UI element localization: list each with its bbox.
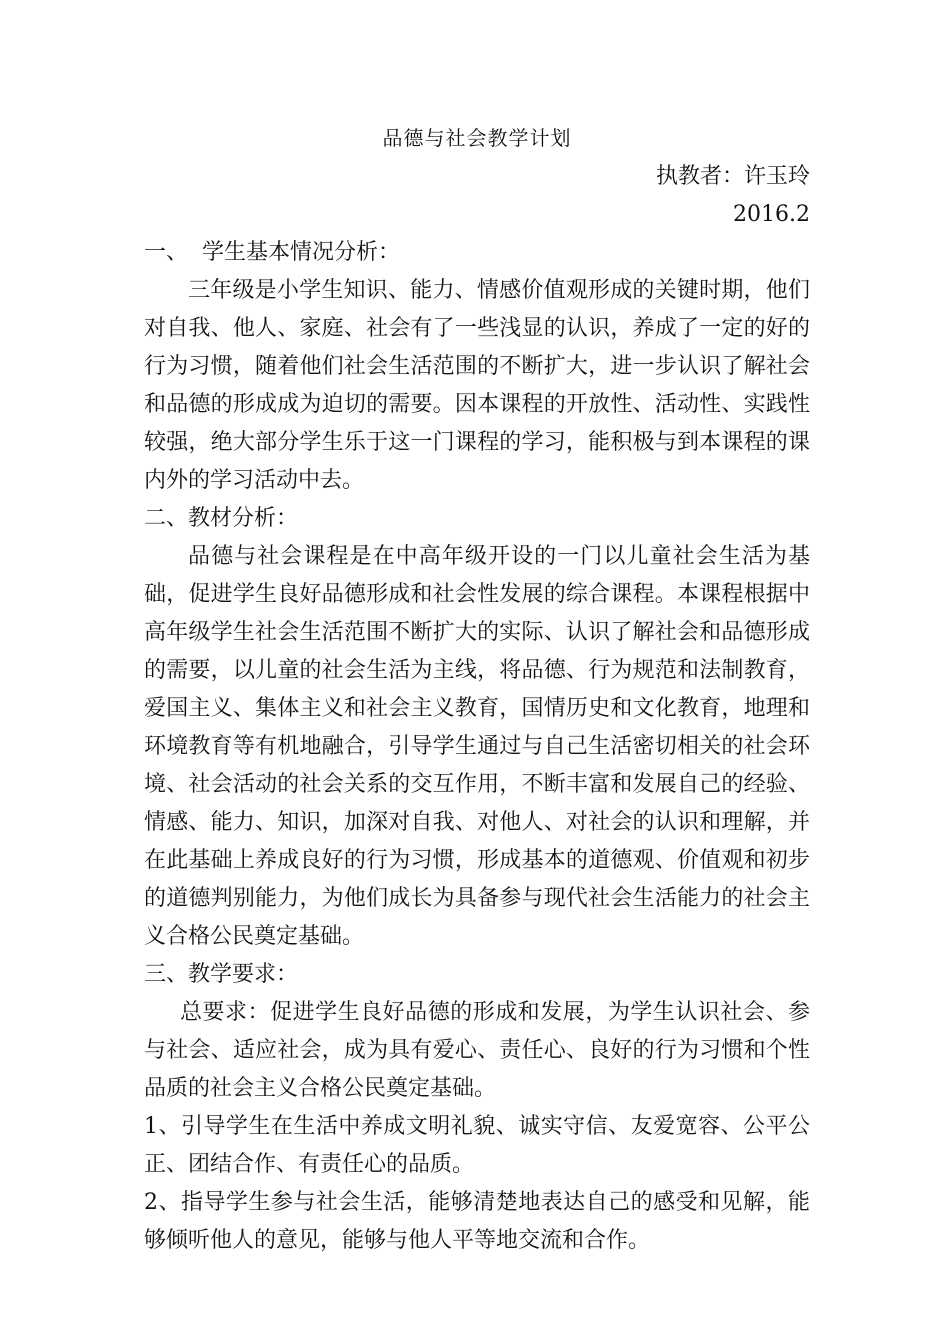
section-1-paragraph: 三年级是小学生知识、能力、情感价值观形成的关键时期，他们对自我、他人、家庭、社会有了一些浅显的认识，养成了一定的好的行为习惯，随着他们社会生活范围的不断扩大，进一步认识了解社会和品德的形成成为迫切的需要。因本课程的开放性、活动性、实践性较强，绝大部分学生乐于这一门课程的学习，能积极与到本课程的课内外的学习活动中去。 [144, 278, 810, 493]
section-2-heading: 二、教材分析： [144, 506, 299, 531]
date-line: 2016.2 [733, 202, 810, 227]
section-2-paragraph: 品德与社会课程是在中高年级开设的一门以儿童社会生活为基础，促进学生良好品德形成和社会性发展的综合课程。本课程根据中高年级学生社会生活范围不断扩大的实际、认识了解社会和品德形成的需要，以儿童的社会生活为主线，将品德、行为规范和法制教育，爱国主义、集体主义和社会主义教育，国情历史和文化教育，地理和环境教育等有机地融合，引导学生通过与自己生活密切相关的社会环境、社会活动的社会关系的交互作用，不断丰富和发展自己的经验、情感、能力、知识，加深对自我、对他人、对社会的认识和理解，并在此基础上养成良好的行为习惯，形成基本的道德观、价值观和初步的道德判别能力，为他们成长为具备参与现代社会生活能力的社会主义合格公民奠定基础。 [144, 544, 810, 949]
document-body [144, 118, 810, 1260]
page-title: 品德与社会教学计划 [382, 126, 572, 150]
section-1-heading: 一、 学生基本情况分析： [144, 240, 400, 265]
section-3-item-2: 2、指导学生参与社会生活，能够清楚地表达自己的感受和见解，能够倾听他人的意见，能够与他人平等地交流和合作。 [144, 1190, 810, 1253]
section-3-heading: 三、教学要求： [144, 962, 299, 987]
section-3-item-1: 1、引导学生在生活中养成文明礼貌、诚实守信、友爱宽容、公平公正、团结合作、有责任心的品质。 [144, 1114, 810, 1177]
section-3-paragraph: 总要求：促进学生良好品德的形成和发展，为学生认识社会、参与社会、适应社会，成为具有爱心、责任心、良好的行为习惯和个性品质的社会主义合格公民奠定基础。 [144, 1000, 810, 1101]
author-line: 执教者：许玉玲 [655, 164, 810, 189]
